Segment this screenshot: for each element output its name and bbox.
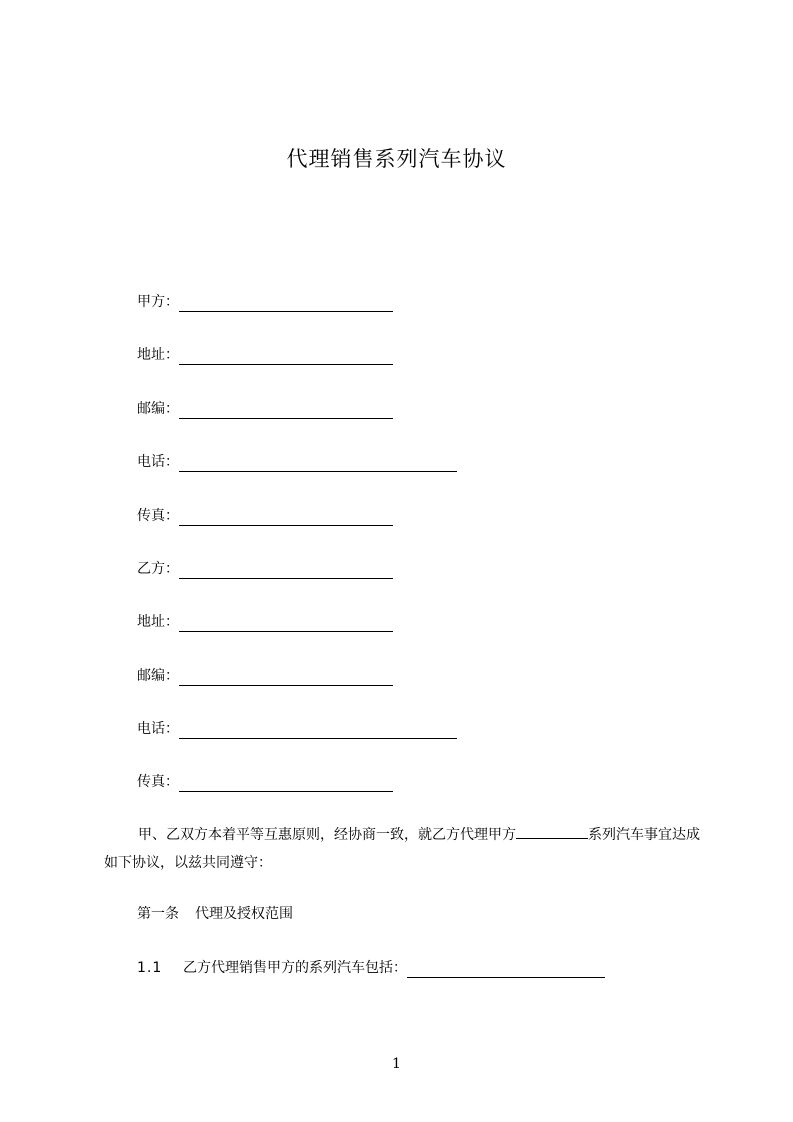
party-b-name-field [137, 559, 393, 579]
fill-in-blank[interactable] [516, 824, 588, 839]
fill-in-blank[interactable] [179, 511, 393, 526]
article-heading [137, 904, 293, 924]
party-b-postcode-field [137, 666, 393, 686]
party-a-postcode-field [137, 399, 393, 419]
party-b-phone-field [137, 719, 457, 739]
field-label: 甲方： [137, 294, 179, 310]
field-label: 传真： [137, 508, 179, 524]
field-label: 邮编： [137, 401, 179, 417]
fill-in-blank[interactable] [179, 297, 393, 312]
fill-in-blank[interactable] [407, 963, 605, 978]
party-b-fax-field [137, 772, 393, 792]
intro-text-part1: 甲、乙双方本着平等互惠原则，经协商一致，就乙方代理甲方 [138, 827, 516, 843]
party-a-name-field [137, 292, 393, 312]
article-number: 第一条 [137, 906, 179, 922]
intro-text-part2: 系列汽车事宜达成如下协议，以兹共同遵守： [104, 827, 700, 871]
clause-text: 乙方代理销售甲方的系列汽车包括： [183, 960, 407, 976]
fill-in-blank[interactable] [179, 777, 393, 792]
document-title: 代理销售系列汽车协议 [286, 147, 507, 171]
clause-1-1 [137, 958, 605, 978]
field-label: 邮编： [137, 668, 179, 684]
field-label: 地址： [137, 614, 179, 630]
field-label: 电话： [137, 721, 179, 737]
fill-in-blank[interactable] [179, 404, 393, 419]
fill-in-blank[interactable] [179, 350, 393, 365]
field-label: 乙方： [137, 561, 179, 577]
fill-in-blank[interactable] [179, 617, 393, 632]
fill-in-blank[interactable] [179, 671, 393, 686]
fill-in-blank[interactable] [179, 564, 393, 579]
intro-paragraph [104, 821, 704, 877]
field-label: 传真： [137, 774, 179, 790]
fill-in-blank[interactable] [179, 724, 457, 739]
field-label: 地址： [137, 347, 179, 363]
party-a-fax-field [137, 506, 393, 526]
party-a-phone-field [137, 452, 457, 472]
field-label: 电话： [137, 454, 179, 470]
party-b-address-field [137, 612, 393, 632]
party-a-address-field [137, 345, 393, 365]
page-number: 1 [392, 1056, 401, 1072]
fill-in-blank[interactable] [179, 457, 457, 472]
clause-number: 1.1 [137, 960, 163, 976]
article-title: 代理及授权范围 [195, 906, 293, 922]
